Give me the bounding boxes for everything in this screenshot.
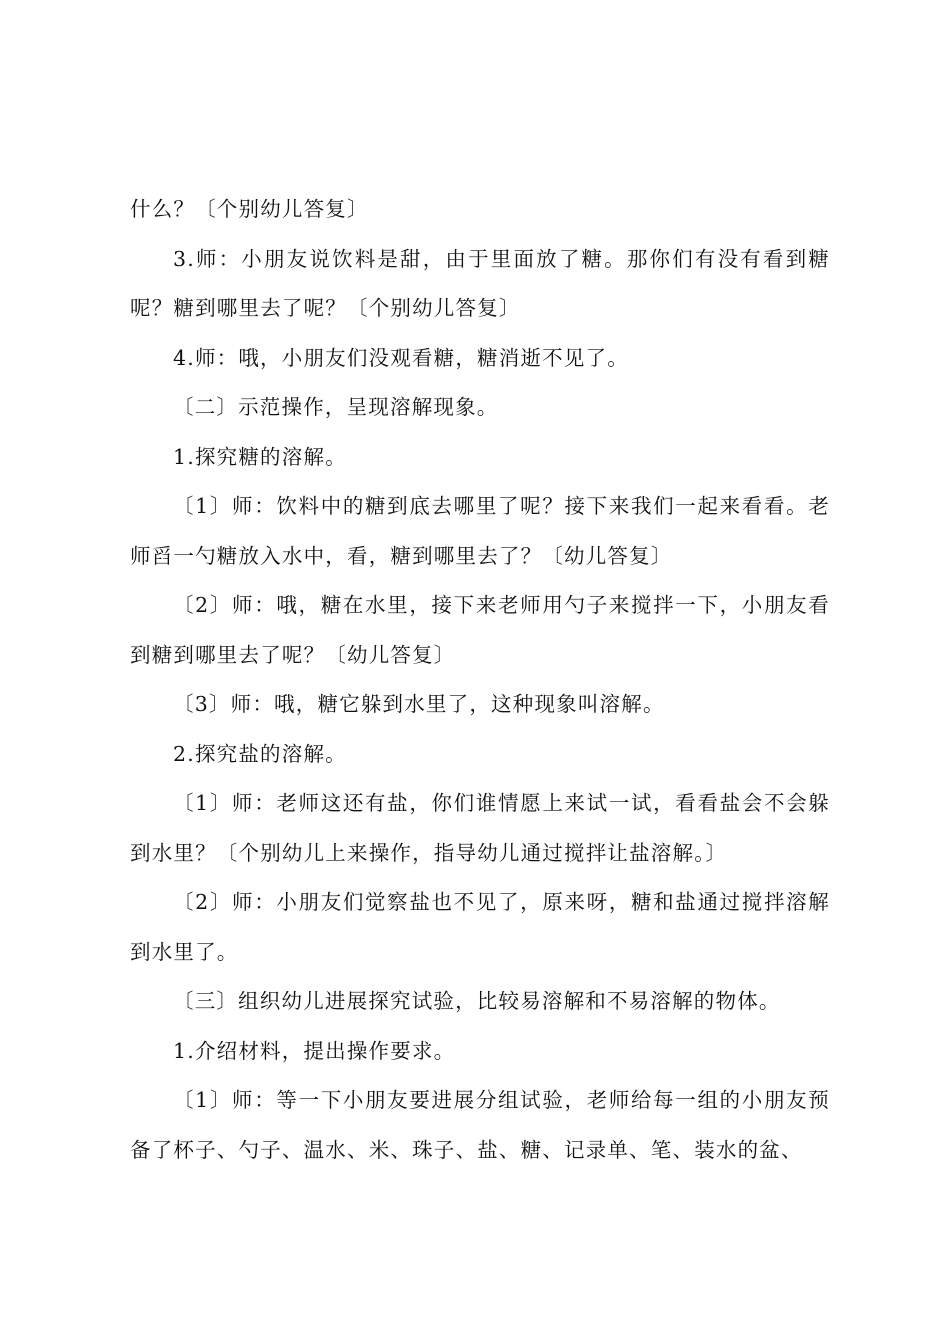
paragraph: 3.师：小朋友说饮料是甜，由于里面放了糖。那你们有没有看到糖呢？糖到哪里去了呢？〔个别幼儿答复〕 — [130, 246, 830, 320]
paragraph: 〔3〕师：哦，糖它躲到水里了，这种现象叫溶解。 — [173, 692, 665, 716]
paragraph: 〔1〕师：等一下小朋友要进展分组试验，老师给每一组的小朋友预备了杯子、勺子、温水、米、珠子、盐、糖、记录单、笔、装水的盆、 — [130, 1088, 830, 1162]
document-body — [130, 185, 830, 1175]
paragraph: 什么？〔个别幼儿答复〕 — [130, 197, 369, 221]
subsection-heading: 1.介绍材料，提出操作要求。 — [173, 1038, 456, 1063]
section-heading: 〔三〕组织幼儿进展探究试验，比较易溶解和不易溶解的物体。 — [173, 989, 781, 1013]
paragraph: 〔1〕师：老师这还有盐，你们谁情愿上来试一试，看看盐会不会躲到水里？〔个别幼儿上来操作，指导幼儿通过搅拌让盐溶解。〕 — [130, 791, 830, 865]
section-heading: 〔二〕示范操作，呈现溶解现象。 — [173, 395, 499, 419]
paragraph: 〔2〕师：哦，糖在水里，接下来老师用勺子来搅拌一下，小朋友看到糖到哪里去了呢？〔幼儿答复〕 — [130, 593, 830, 667]
paragraph: 〔2〕师：小朋友们觉察盐也不见了，原来呀，糖和盐通过搅拌溶解到水里了。 — [130, 890, 830, 964]
subsection-heading: 1.探究糖的溶解。 — [173, 444, 347, 469]
subsection-heading: 2.探究盐的溶解。 — [173, 741, 347, 766]
paragraph: 〔1〕师：饮料中的糖到底去哪里了呢？接下来我们一起来看看。老师舀一勺糖放入水中，看，糖到哪里去了？〔幼儿答复〕 — [130, 494, 830, 568]
paragraph: 4.师：哦，小朋友们没观看糖，糖消逝不见了。 — [173, 345, 629, 370]
